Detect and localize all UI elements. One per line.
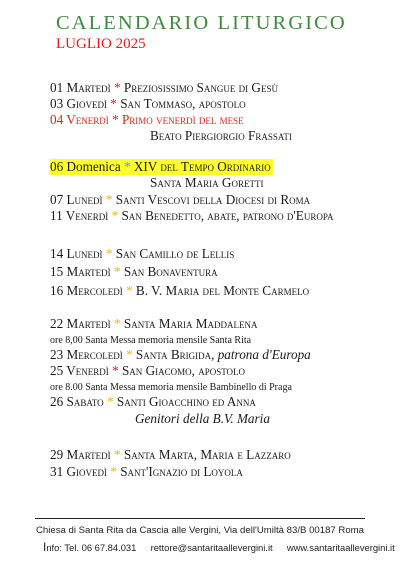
- entry-name: XIV del Tempo Ordinario: [133, 159, 271, 174]
- list-item: [50, 80, 278, 96]
- entry-name: San Giacomo, apostolo: [121, 363, 246, 378]
- list-item: [50, 192, 310, 208]
- list-item: [50, 316, 258, 332]
- website-link[interactable]: www.santaritaallevergini.it: [286, 542, 395, 553]
- entry-date: 14 Lunedì: [50, 246, 103, 261]
- entry-date: 11 Venerdì: [50, 208, 109, 223]
- entry-name: San Camillo de Lellis: [115, 246, 235, 261]
- star-icon: *: [126, 347, 133, 362]
- star-icon: *: [106, 394, 114, 409]
- info-initial: I: [43, 540, 47, 554]
- star-icon: *: [110, 464, 117, 479]
- entry-name: San Bonaventura: [123, 264, 218, 279]
- star-icon: *: [113, 264, 121, 279]
- phone-number: Tel. 06 67.84.031: [64, 542, 137, 553]
- list-item: [50, 394, 256, 410]
- star-icon: *: [113, 80, 121, 95]
- star-icon: *: [126, 283, 133, 298]
- list-item: [50, 264, 218, 280]
- entry-name: B. V. Maria del Monte Carmelo: [135, 283, 310, 298]
- star-icon: *: [110, 96, 117, 111]
- email-link[interactable]: rettore@santaritaallevergini.it: [150, 542, 273, 553]
- star-icon: *: [112, 363, 119, 378]
- entry-detail: Beato Piergiorgio Frassati: [150, 128, 292, 143]
- list-item: [50, 363, 245, 379]
- star-icon: *: [105, 192, 113, 207]
- entry-name-italic: patrona d'Europa: [217, 347, 311, 362]
- entry-name: Primo venerdì del mese: [121, 112, 244, 127]
- star-icon: *: [113, 447, 121, 462]
- entry-name: Santa Maria Maddalena: [123, 316, 258, 331]
- list-item: [50, 347, 311, 363]
- entry-name: San Benedetto, abate, patrono d'Europa: [121, 208, 334, 223]
- church-address: Chiesa di Santa Rita da Cascia alle Vergini, Via dell'Umiltà 83/B 00187 Roma: [35, 525, 365, 536]
- star-icon: *: [112, 112, 119, 127]
- entry-date: 01 Martedì: [50, 80, 111, 95]
- entry-note: ore 8,00 Santa Messa memoria mensile Santa Rita: [50, 335, 252, 346]
- info-label: nfo:: [46, 542, 62, 553]
- entry-date: 29 Martedì: [50, 447, 111, 462]
- entry-name: Santi Vescovi della Diocesi di Roma: [115, 192, 311, 207]
- entry-date: 16 Mercoledì: [50, 283, 123, 298]
- list-item-highlighted: [50, 159, 273, 175]
- star-icon: *: [105, 246, 113, 261]
- entry-name: Santi Gioacchino ed Anna: [116, 394, 256, 409]
- entry-name: San Tommaso, apostolo: [120, 96, 246, 111]
- entry-date: 31 Giovedì: [50, 464, 107, 479]
- calendar-title: CALENDARIO LITURGICO: [56, 12, 347, 34]
- entry-date: 04 Venerdì: [50, 112, 109, 127]
- star-icon: *: [111, 208, 119, 223]
- entry-date: 22 Martedì: [50, 316, 111, 331]
- entry-name: Sant'Ignazio di Loyola: [120, 464, 243, 479]
- entry-date: 06 Domenica: [50, 159, 121, 174]
- list-item: [50, 112, 244, 128]
- list-item: [50, 464, 243, 480]
- footer-divider: [35, 518, 365, 519]
- entry-date: 03 Giovedì: [50, 96, 107, 111]
- list-item: [50, 283, 309, 299]
- entry-detail: Genitori della B.V. Maria: [135, 411, 270, 426]
- entry-date: 07 Lunedì: [50, 192, 103, 207]
- list-item: [50, 246, 234, 262]
- entry-name: Santa Brigida,: [135, 347, 215, 362]
- star-icon: *: [113, 316, 121, 331]
- entry-note: ore 8.00 Santa Messa memoria mensile Bambinello di Praga: [50, 382, 292, 393]
- star-icon: *: [123, 159, 131, 174]
- list-item: [50, 96, 246, 112]
- entry-date: 23 Mercoledì: [50, 347, 123, 362]
- entry-detail: Santa Maria Goretti: [150, 175, 264, 190]
- entry-date: 15 Martedì: [50, 264, 111, 279]
- entry-date: 26 Sabato: [50, 394, 104, 409]
- list-item: [50, 208, 334, 224]
- entry-name: Preziosissimo Sangue di Gesù: [123, 80, 278, 95]
- list-item: [50, 447, 291, 463]
- entry-name: Santa Marta, Maria e Lazzaro: [123, 447, 291, 462]
- contact-info: [43, 540, 395, 554]
- month-label: LUGLIO 2025: [56, 36, 146, 52]
- entry-date: 25 Venerdì: [50, 363, 109, 378]
